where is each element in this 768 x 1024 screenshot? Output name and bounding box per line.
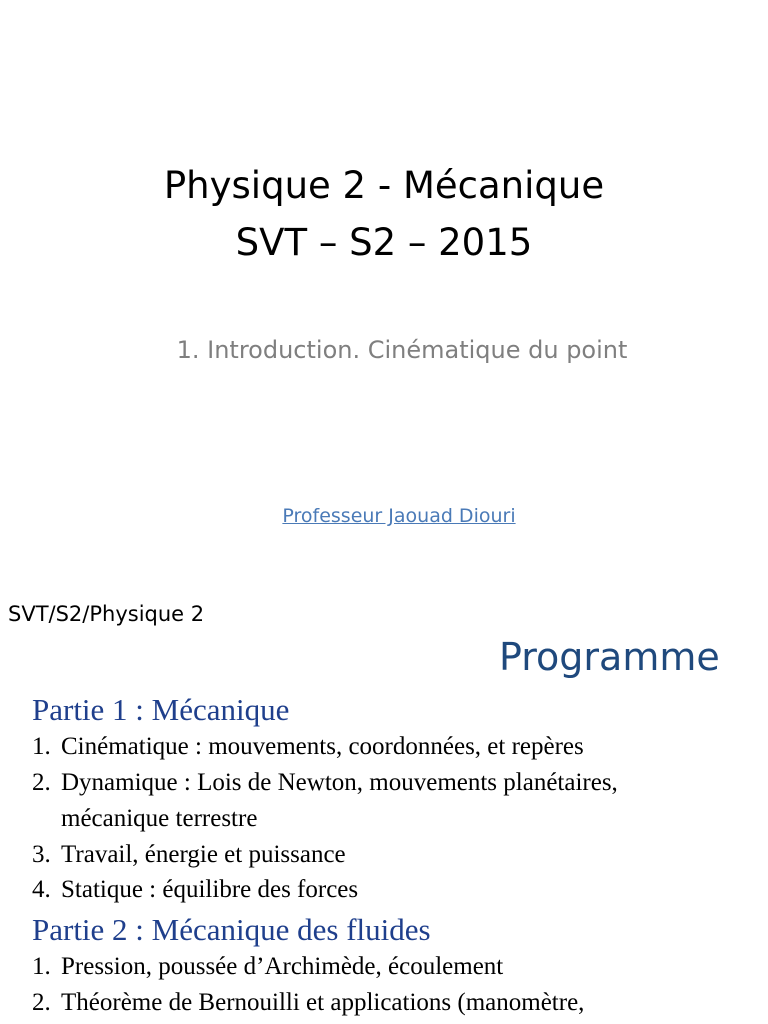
- slide-subtitle: 1. Introduction. Cinématique du point: [176, 336, 628, 364]
- list-item: [32, 734, 584, 759]
- list-item: [32, 990, 584, 1015]
- list-item-number: 2.: [32, 769, 51, 796]
- list-item-number: 1.: [32, 953, 51, 980]
- list-item-text: Pression, poussée d’Archimède, écoulement: [61, 953, 504, 980]
- list-item: [32, 954, 503, 979]
- list-item-text: Travail, énergie et puissance: [61, 841, 346, 868]
- list-item-text: Cinématique : mouvements, coordonnées, et repères: [61, 733, 584, 760]
- list-item-text: Statique : équilibre des forces: [61, 876, 359, 903]
- list-item-continuation: mécanique terrestre: [61, 805, 258, 832]
- list-item: [32, 770, 618, 795]
- list-item-number: 2.: [32, 989, 51, 1016]
- list-item-text: Dynamique : Lois de Newton, mouvements planétaires,: [61, 769, 618, 796]
- list-item-number: 3.: [32, 841, 51, 868]
- author-link[interactable]: Professeur Jaouad Diouri: [282, 505, 516, 527]
- programme-title: Programme: [499, 635, 720, 679]
- list-item-text: Théorème de Bernouilli et applications (manomètre,: [61, 989, 585, 1016]
- slide-title-line-2: SVT – S2 – 2015: [235, 221, 533, 264]
- part-1-heading: Partie 1 : Mécanique: [32, 692, 290, 727]
- list-item-number: 1.: [32, 733, 51, 760]
- slide-title-line-1: Physique 2 - Mécanique: [163, 164, 605, 207]
- list-item-number: 4.: [32, 876, 51, 903]
- list-item: [32, 842, 346, 867]
- slide-header: SVT/S2/Physique 2: [8, 602, 205, 626]
- part-2-heading: Partie 2 : Mécanique des fluides: [32, 912, 431, 947]
- list-item: [32, 877, 358, 902]
